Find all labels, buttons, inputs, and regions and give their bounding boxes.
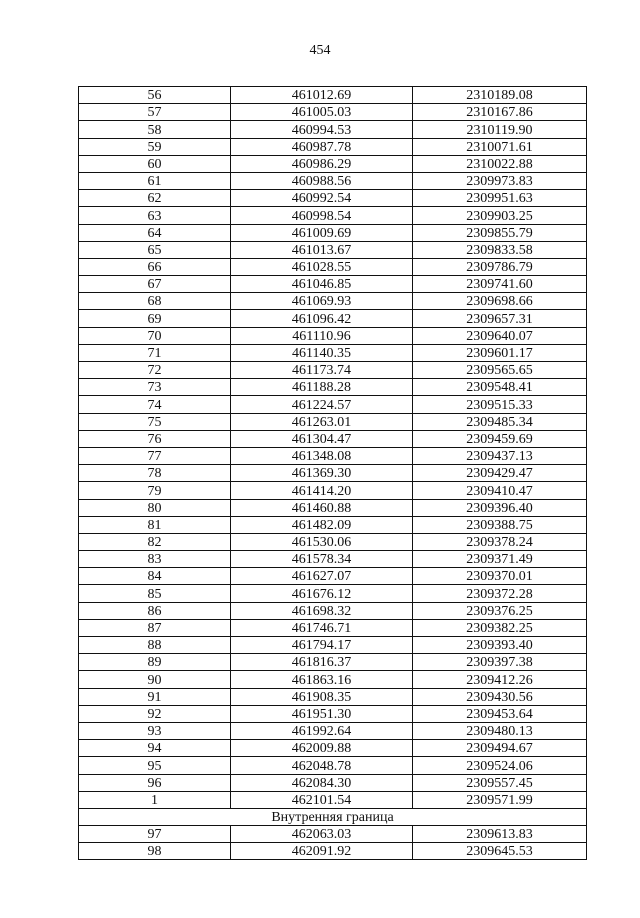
- y-coordinate-cell: 2309410.47: [413, 482, 587, 499]
- y-coordinate-cell: 2309382.25: [413, 619, 587, 636]
- table-row: [79, 344, 587, 361]
- point-number-cell: 61: [79, 172, 231, 189]
- x-coordinate-cell: 461224.57: [231, 396, 413, 413]
- point-number-cell: 93: [79, 722, 231, 739]
- table-row: [79, 826, 587, 843]
- point-number-cell: 66: [79, 258, 231, 275]
- point-number-cell: 58: [79, 121, 231, 138]
- point-number-cell: 86: [79, 602, 231, 619]
- y-coordinate-cell: 2309973.83: [413, 172, 587, 189]
- point-number-cell: 68: [79, 293, 231, 310]
- x-coordinate-cell: 462101.54: [231, 791, 413, 808]
- table-section-row: [79, 808, 587, 825]
- y-coordinate-cell: 2309601.17: [413, 344, 587, 361]
- x-coordinate-cell: 461908.35: [231, 688, 413, 705]
- x-coordinate-cell: 461140.35: [231, 344, 413, 361]
- page-number: 454: [309, 43, 331, 58]
- x-coordinate-cell: 462091.92: [231, 843, 413, 860]
- x-coordinate-cell: 461369.30: [231, 465, 413, 482]
- y-coordinate-cell: 2309371.49: [413, 551, 587, 568]
- x-coordinate-cell: 461992.64: [231, 722, 413, 739]
- y-coordinate-cell: 2309393.40: [413, 637, 587, 654]
- point-number-cell: 80: [79, 499, 231, 516]
- table-row: [79, 688, 587, 705]
- point-number-cell: 87: [79, 619, 231, 636]
- y-coordinate-cell: 2309515.33: [413, 396, 587, 413]
- x-coordinate-cell: 462048.78: [231, 757, 413, 774]
- point-number-cell: 82: [79, 533, 231, 550]
- table-row: [79, 155, 587, 172]
- y-coordinate-cell: 2310167.86: [413, 104, 587, 121]
- table-row: [79, 224, 587, 241]
- y-coordinate-cell: 2309430.56: [413, 688, 587, 705]
- x-coordinate-cell: 460994.53: [231, 121, 413, 138]
- table-row: [79, 190, 587, 207]
- coordinates-table: [78, 86, 587, 860]
- x-coordinate-cell: 461698.32: [231, 602, 413, 619]
- x-coordinate-cell: 461816.37: [231, 654, 413, 671]
- point-number-cell: 98: [79, 843, 231, 860]
- point-number-cell: 64: [79, 224, 231, 241]
- y-coordinate-cell: 2309524.06: [413, 757, 587, 774]
- x-coordinate-cell: 461627.07: [231, 568, 413, 585]
- x-coordinate-cell: 461069.93: [231, 293, 413, 310]
- point-number-cell: 67: [79, 276, 231, 293]
- y-coordinate-cell: 2309453.64: [413, 705, 587, 722]
- point-number-cell: 94: [79, 740, 231, 757]
- point-number-cell: 76: [79, 430, 231, 447]
- y-coordinate-cell: 2309698.66: [413, 293, 587, 310]
- y-coordinate-cell: 2310022.88: [413, 155, 587, 172]
- point-number-cell: 96: [79, 774, 231, 791]
- point-number-cell: 73: [79, 379, 231, 396]
- y-coordinate-cell: 2309657.31: [413, 310, 587, 327]
- x-coordinate-cell: 461482.09: [231, 516, 413, 533]
- table-row: [79, 293, 587, 310]
- table-row: [79, 740, 587, 757]
- table-row: [79, 121, 587, 138]
- x-coordinate-cell: 461028.55: [231, 258, 413, 275]
- table-row: [79, 722, 587, 739]
- y-coordinate-cell: 2309645.53: [413, 843, 587, 860]
- x-coordinate-cell: 462084.30: [231, 774, 413, 791]
- point-number-cell: 95: [79, 757, 231, 774]
- x-coordinate-cell: 461096.42: [231, 310, 413, 327]
- table-row: [79, 551, 587, 568]
- table-row: [79, 482, 587, 499]
- point-number-cell: 83: [79, 551, 231, 568]
- table-row: [79, 671, 587, 688]
- y-coordinate-cell: 2309370.01: [413, 568, 587, 585]
- table-row: [79, 327, 587, 344]
- y-coordinate-cell: 2309548.41: [413, 379, 587, 396]
- y-coordinate-cell: 2309485.34: [413, 413, 587, 430]
- x-coordinate-cell: 461173.74: [231, 362, 413, 379]
- y-coordinate-cell: 2309480.13: [413, 722, 587, 739]
- table-row: [79, 619, 587, 636]
- point-number-cell: 65: [79, 241, 231, 258]
- y-coordinate-cell: 2309376.25: [413, 602, 587, 619]
- point-number-cell: 56: [79, 87, 231, 104]
- x-coordinate-cell: 461005.03: [231, 104, 413, 121]
- point-number-cell: 60: [79, 155, 231, 172]
- y-coordinate-cell: 2309412.26: [413, 671, 587, 688]
- table-row: [79, 602, 587, 619]
- table-row: [79, 104, 587, 121]
- x-coordinate-cell: 461263.01: [231, 413, 413, 430]
- table-row: [79, 791, 587, 808]
- x-coordinate-cell: 461863.16: [231, 671, 413, 688]
- y-coordinate-cell: 2309613.83: [413, 826, 587, 843]
- x-coordinate-cell: 461530.06: [231, 533, 413, 550]
- point-number-cell: 57: [79, 104, 231, 121]
- table-body-inner-boundary: [79, 826, 587, 860]
- point-number-cell: 84: [79, 568, 231, 585]
- y-coordinate-cell: 2310119.90: [413, 121, 587, 138]
- y-coordinate-cell: 2309557.45: [413, 774, 587, 791]
- point-number-cell: 78: [79, 465, 231, 482]
- table-row: [79, 705, 587, 722]
- x-coordinate-cell: 461460.88: [231, 499, 413, 516]
- table-row: [79, 207, 587, 224]
- point-number-cell: 91: [79, 688, 231, 705]
- table-row: [79, 585, 587, 602]
- x-coordinate-cell: 460987.78: [231, 138, 413, 155]
- table-row: [79, 533, 587, 550]
- x-coordinate-cell: 461746.71: [231, 619, 413, 636]
- table-row: [79, 379, 587, 396]
- x-coordinate-cell: 460986.29: [231, 155, 413, 172]
- y-coordinate-cell: 2309459.69: [413, 430, 587, 447]
- y-coordinate-cell: 2309565.65: [413, 362, 587, 379]
- table-row: [79, 310, 587, 327]
- x-coordinate-cell: 461188.28: [231, 379, 413, 396]
- section-heading-row: [79, 808, 587, 825]
- x-coordinate-cell: 462063.03: [231, 826, 413, 843]
- table-row: [79, 413, 587, 430]
- y-coordinate-cell: 2309786.79: [413, 258, 587, 275]
- x-coordinate-cell: 460992.54: [231, 190, 413, 207]
- y-coordinate-cell: 2310189.08: [413, 87, 587, 104]
- y-coordinate-cell: 2309494.67: [413, 740, 587, 757]
- table-row: [79, 447, 587, 464]
- table-row: [79, 774, 587, 791]
- point-number-cell: 1: [79, 791, 231, 808]
- x-coordinate-cell: 461304.47: [231, 430, 413, 447]
- y-coordinate-cell: 2309903.25: [413, 207, 587, 224]
- y-coordinate-cell: 2309372.28: [413, 585, 587, 602]
- table-row: [79, 362, 587, 379]
- x-coordinate-cell: 460988.56: [231, 172, 413, 189]
- y-coordinate-cell: 2309396.40: [413, 499, 587, 516]
- x-coordinate-cell: 461578.34: [231, 551, 413, 568]
- x-coordinate-cell: 461951.30: [231, 705, 413, 722]
- point-number-cell: 72: [79, 362, 231, 379]
- point-number-cell: 89: [79, 654, 231, 671]
- y-coordinate-cell: 2309437.13: [413, 447, 587, 464]
- table-row: [79, 757, 587, 774]
- point-number-cell: 63: [79, 207, 231, 224]
- point-number-cell: 77: [79, 447, 231, 464]
- table-row: [79, 396, 587, 413]
- table-row: [79, 258, 587, 275]
- table-body-outer-boundary: [79, 87, 587, 809]
- table-row: [79, 516, 587, 533]
- point-number-cell: 81: [79, 516, 231, 533]
- y-coordinate-cell: 2309855.79: [413, 224, 587, 241]
- point-number-cell: 79: [79, 482, 231, 499]
- y-coordinate-cell: 2309640.07: [413, 327, 587, 344]
- table-row: [79, 637, 587, 654]
- section-heading: Внутренняя граница: [79, 808, 587, 825]
- point-number-cell: 92: [79, 705, 231, 722]
- table-row: [79, 654, 587, 671]
- x-coordinate-cell: 461794.17: [231, 637, 413, 654]
- point-number-cell: 97: [79, 826, 231, 843]
- table-row: [79, 499, 587, 516]
- x-coordinate-cell: 461009.69: [231, 224, 413, 241]
- y-coordinate-cell: 2309951.63: [413, 190, 587, 207]
- x-coordinate-cell: 461013.67: [231, 241, 413, 258]
- point-number-cell: 88: [79, 637, 231, 654]
- table-row: [79, 465, 587, 482]
- x-coordinate-cell: 461046.85: [231, 276, 413, 293]
- x-coordinate-cell: 461414.20: [231, 482, 413, 499]
- point-number-cell: 59: [79, 138, 231, 155]
- y-coordinate-cell: 2309571.99: [413, 791, 587, 808]
- point-number-cell: 62: [79, 190, 231, 207]
- point-number-cell: 70: [79, 327, 231, 344]
- table-row: [79, 138, 587, 155]
- y-coordinate-cell: 2309378.24: [413, 533, 587, 550]
- table-row: [79, 172, 587, 189]
- y-coordinate-cell: 2309429.47: [413, 465, 587, 482]
- point-number-cell: 71: [79, 344, 231, 361]
- table-row: [79, 87, 587, 104]
- x-coordinate-cell: 461012.69: [231, 87, 413, 104]
- y-coordinate-cell: 2309741.60: [413, 276, 587, 293]
- y-coordinate-cell: 2309388.75: [413, 516, 587, 533]
- y-coordinate-cell: 2310071.61: [413, 138, 587, 155]
- point-number-cell: 74: [79, 396, 231, 413]
- x-coordinate-cell: 461348.08: [231, 447, 413, 464]
- y-coordinate-cell: 2309833.58: [413, 241, 587, 258]
- point-number-cell: 69: [79, 310, 231, 327]
- table-row: [79, 568, 587, 585]
- x-coordinate-cell: 460998.54: [231, 207, 413, 224]
- x-coordinate-cell: 461676.12: [231, 585, 413, 602]
- point-number-cell: 75: [79, 413, 231, 430]
- y-coordinate-cell: 2309397.38: [413, 654, 587, 671]
- x-coordinate-cell: 462009.88: [231, 740, 413, 757]
- table-row: [79, 430, 587, 447]
- table-row: [79, 241, 587, 258]
- table-row: [79, 276, 587, 293]
- point-number-cell: 90: [79, 671, 231, 688]
- point-number-cell: 85: [79, 585, 231, 602]
- table-row: [79, 843, 587, 860]
- x-coordinate-cell: 461110.96: [231, 327, 413, 344]
